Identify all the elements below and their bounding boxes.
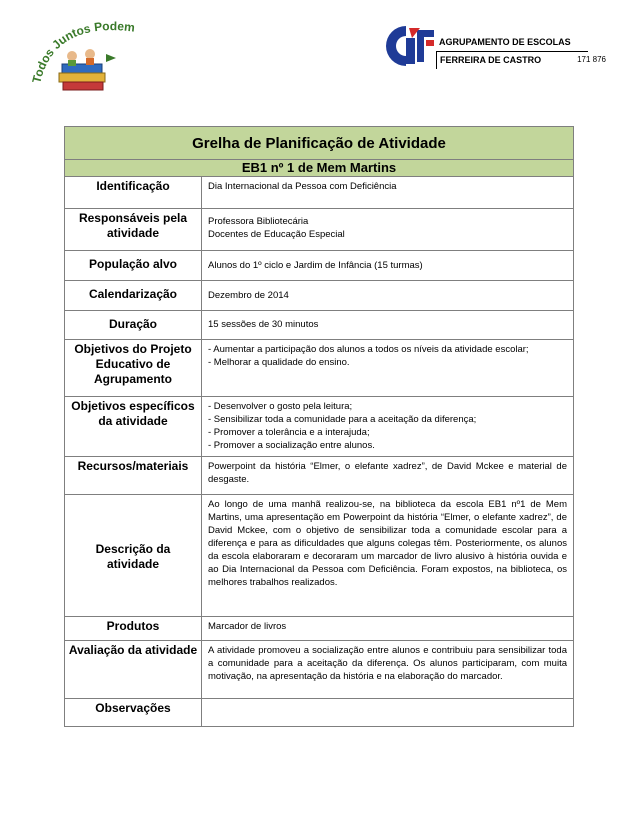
value-responsaveis — [202, 209, 574, 251]
value-recursos: Powerpoint da história “Elmer, o elefante xadrez”, de David Mckee e material de desgaste. — [202, 457, 574, 495]
school-name-line1: AGRUPAMENTO DE ESCOLAS — [439, 37, 571, 47]
value-descricao: Ao longo de uma manhã realizou-se, na biblioteca da escola EB1 nº1 de Mem Martins, uma apresentação em Powerpoint da história “Elmer, o elefante xadrez”, de David Mckee, com o objetivo de sensibilizar toda a comunidade escolar para a diferença e para as dificuldades que alguns colegas têm. Posteriormente, os alunos da escola elaboraram e decoraram um marcador de livro alusivo à história ouvida e ao Dia Internacional da Pessoa com Deficiência. Foram expostos, na biblioteca, os melhores trabalhos realizados. — [202, 495, 574, 617]
row-objetivos-projeto — [65, 340, 574, 397]
grid-school-name: EB1 nº 1 de Mem Martins — [65, 160, 574, 177]
planning-grid — [64, 126, 574, 727]
row-produtos — [65, 617, 574, 641]
school-name-line2 — [436, 51, 606, 69]
label-calendarizacao: Calendarização — [65, 281, 202, 311]
row-responsaveis — [65, 209, 574, 251]
grid-school-row — [65, 160, 574, 177]
objetivos-especificos-line: - Promover a socialização entre alunos. — [208, 440, 375, 451]
value-produtos: Marcador de livros — [202, 617, 574, 641]
label-objetivos-projeto: Objetivos do Projeto Educativo de Agrupamento — [65, 340, 202, 397]
label-identificacao: Identificação — [65, 177, 202, 209]
school-group-name — [436, 34, 606, 69]
value-objetivos-projeto — [202, 340, 574, 397]
library-logo — [32, 14, 144, 96]
objetivos-especificos-line: - Sensibilizar toda a comunidade para a aceitação da diferença; — [208, 414, 477, 425]
objetivos-especificos-line: - Desenvolver o gosto pela leitura; — [208, 401, 353, 412]
value-avaliacao: A atividade promoveu a socialização entre alunos e contribuiu para sensibilizar toda a comunidade para a aceitação da diferença. Os alunos participaram, com muita motivação, na apresentação da história e na elaboração do marcador. — [202, 641, 574, 699]
label-recursos: Recursos/materiais — [65, 457, 202, 495]
value-observacoes — [202, 699, 574, 727]
value-calendarizacao: Dezembro de 2014 — [202, 281, 574, 311]
row-populacao — [65, 251, 574, 281]
row-observacoes — [65, 699, 574, 727]
school-name-line2-text: FERREIRA DE CASTRO — [440, 55, 542, 65]
row-recursos — [65, 457, 574, 495]
school-code: 171 876 — [577, 55, 606, 64]
value-duracao: 15 sessões de 30 minutos — [202, 311, 574, 340]
label-duracao: Duração — [65, 311, 202, 340]
label-avaliacao: Avaliação da atividade — [65, 641, 202, 699]
school-group-logo — [376, 22, 438, 70]
label-responsaveis: Responsáveis pela atividade — [65, 209, 202, 251]
row-avaliacao — [65, 641, 574, 699]
value-objetivos-especificos — [202, 397, 574, 457]
responsaveis-line: Docentes de Educação Especial — [208, 229, 345, 240]
value-populacao: Alunos do 1º ciclo e Jardim de Infância (15 turmas) — [202, 251, 574, 281]
row-calendarizacao — [65, 281, 574, 311]
label-descricao: Descrição da atividade — [65, 495, 202, 617]
row-duracao — [65, 311, 574, 340]
grid-title: Grelha de Planificação de Atividade — [65, 127, 574, 160]
objetivos-projeto-line: - Aumentar a participação dos alunos a todos os níveis da atividade escolar; — [208, 344, 529, 355]
row-identificacao — [65, 177, 574, 209]
grid-title-row — [65, 127, 574, 160]
row-descricao — [65, 495, 574, 617]
value-identificacao: Dia Internacional da Pessoa com Deficiência — [202, 177, 574, 209]
row-objetivos-especificos — [65, 397, 574, 457]
label-populacao: População alvo — [65, 251, 202, 281]
label-produtos: Produtos — [65, 617, 202, 641]
svg-text:Todos Juntos Podemos Ler: odos Juntos Podem — [32, 19, 136, 79]
responsaveis-line: Professora Bibliotecária — [208, 216, 309, 227]
objetivos-projeto-line: - Melhorar a qualidade do ensino. — [208, 357, 350, 368]
label-objetivos-especificos: Objetivos específicos da atividade — [65, 397, 202, 457]
label-observacoes: Observações — [65, 699, 202, 727]
objetivos-especificos-line: - Promover a tolerância e a interajuda; — [208, 427, 370, 438]
